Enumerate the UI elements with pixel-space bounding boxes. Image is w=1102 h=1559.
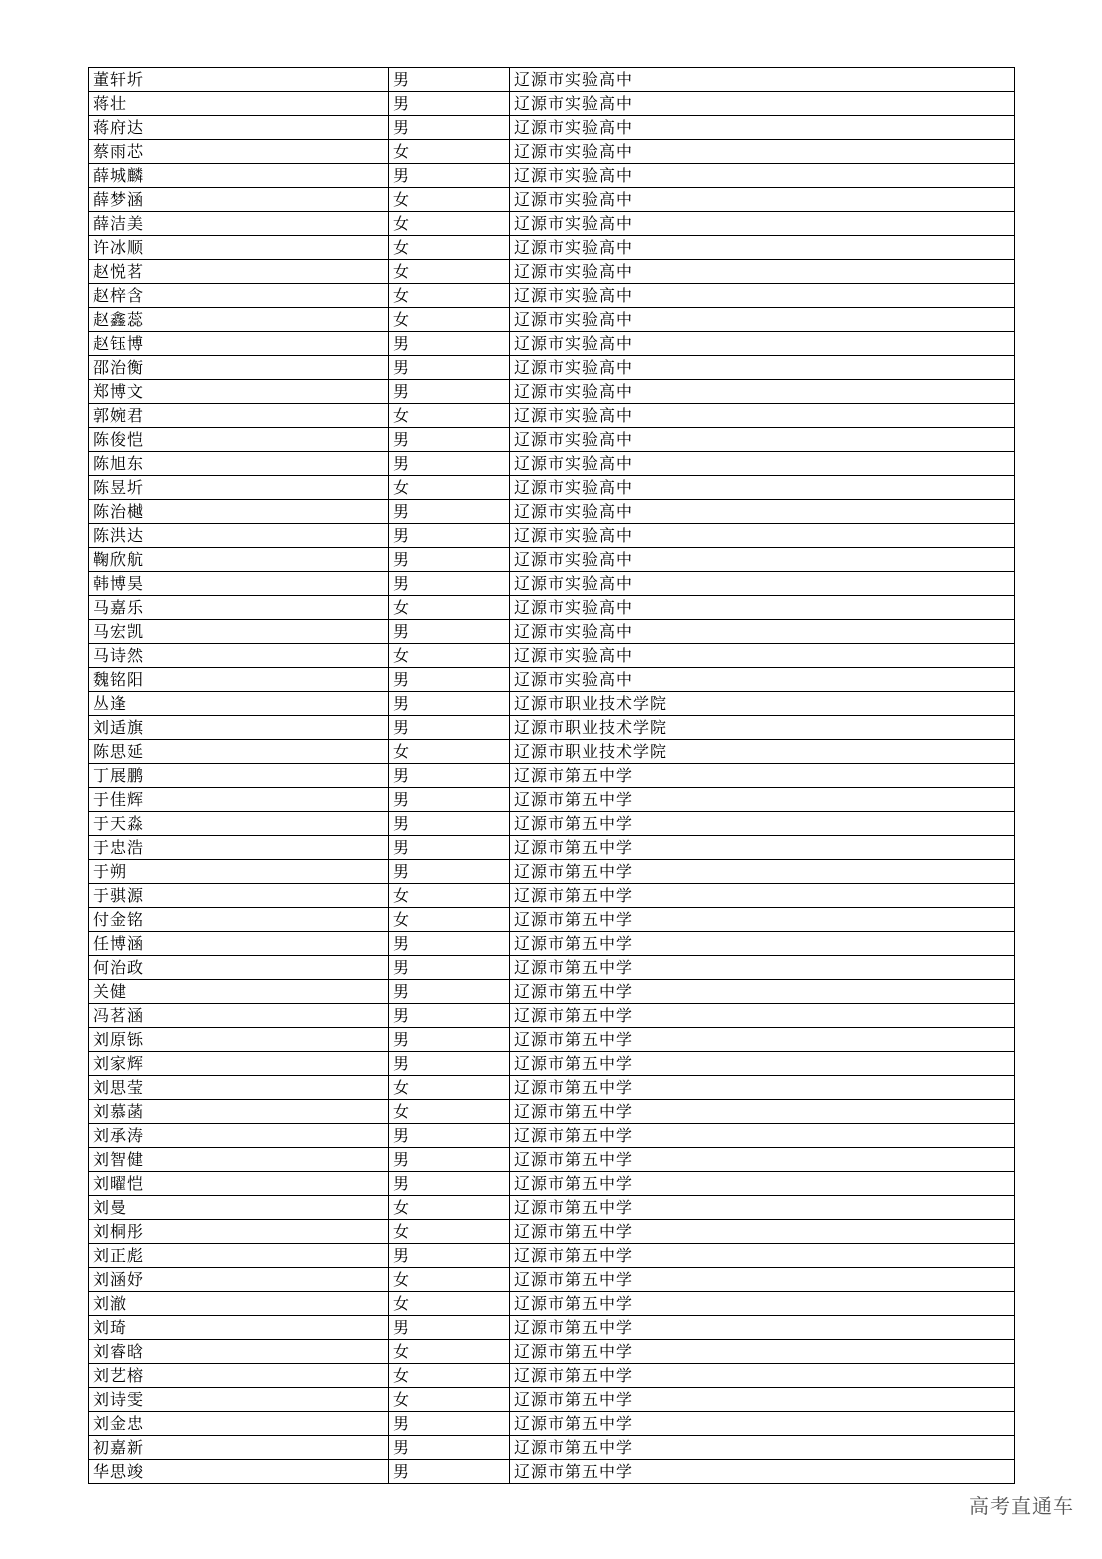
student-gender-cell: 男 — [389, 668, 510, 692]
table-row — [89, 1196, 1015, 1220]
student-gender-cell: 男 — [389, 956, 510, 980]
student-gender-cell: 女 — [389, 1292, 510, 1316]
table-row — [89, 644, 1015, 668]
student-name-cell: 刘智健 — [89, 1148, 389, 1172]
student-gender-cell: 女 — [389, 1388, 510, 1412]
student-school-cell: 辽源市第五中学 — [510, 1196, 1015, 1220]
student-name-cell: 赵悦茗 — [89, 260, 389, 284]
student-gender-cell: 男 — [389, 1124, 510, 1148]
student-school-cell: 辽源市第五中学 — [510, 1292, 1015, 1316]
student-gender-cell: 男 — [389, 1316, 510, 1340]
table-row — [89, 284, 1015, 308]
table-row — [89, 116, 1015, 140]
student-name-cell: 刘承涛 — [89, 1124, 389, 1148]
student-school-cell: 辽源市第五中学 — [510, 1076, 1015, 1100]
student-roster-table — [88, 67, 1015, 1484]
student-school-cell: 辽源市实验高中 — [510, 92, 1015, 116]
student-school-cell: 辽源市实验高中 — [510, 68, 1015, 92]
student-name-cell: 蒋壮 — [89, 92, 389, 116]
table-row — [89, 1100, 1015, 1124]
student-name-cell: 马诗然 — [89, 644, 389, 668]
table-row — [89, 1268, 1015, 1292]
student-gender-cell: 男 — [389, 1412, 510, 1436]
student-school-cell: 辽源市实验高中 — [510, 332, 1015, 356]
student-school-cell: 辽源市实验高中 — [510, 260, 1015, 284]
student-school-cell: 辽源市第五中学 — [510, 836, 1015, 860]
student-gender-cell: 男 — [389, 836, 510, 860]
table-row — [89, 308, 1015, 332]
table-row — [89, 692, 1015, 716]
student-school-cell: 辽源市第五中学 — [510, 1388, 1015, 1412]
table-row — [89, 1340, 1015, 1364]
student-school-cell: 辽源市第五中学 — [510, 1100, 1015, 1124]
student-school-cell: 辽源市第五中学 — [510, 1052, 1015, 1076]
table-row — [89, 236, 1015, 260]
student-gender-cell: 男 — [389, 452, 510, 476]
student-gender-cell: 男 — [389, 716, 510, 740]
table-row — [89, 932, 1015, 956]
student-name-cell: 赵钰博 — [89, 332, 389, 356]
student-gender-cell: 女 — [389, 212, 510, 236]
student-name-cell: 任博涵 — [89, 932, 389, 956]
student-school-cell: 辽源市第五中学 — [510, 1220, 1015, 1244]
student-gender-cell: 男 — [389, 620, 510, 644]
student-name-cell: 郭婉君 — [89, 404, 389, 428]
student-gender-cell: 男 — [389, 932, 510, 956]
student-school-cell: 辽源市实验高中 — [510, 116, 1015, 140]
student-school-cell: 辽源市实验高中 — [510, 212, 1015, 236]
student-name-cell: 赵鑫蕊 — [89, 308, 389, 332]
student-school-cell: 辽源市第五中学 — [510, 1124, 1015, 1148]
student-name-cell: 关健 — [89, 980, 389, 1004]
student-gender-cell: 女 — [389, 1220, 510, 1244]
table-row — [89, 164, 1015, 188]
student-gender-cell: 男 — [389, 1244, 510, 1268]
student-gender-cell: 男 — [389, 524, 510, 548]
student-gender-cell: 男 — [389, 68, 510, 92]
student-gender-cell: 男 — [389, 500, 510, 524]
student-gender-cell: 女 — [389, 884, 510, 908]
table-row — [89, 356, 1015, 380]
roster-body — [89, 68, 1015, 1484]
student-gender-cell: 男 — [389, 1004, 510, 1028]
student-school-cell: 辽源市实验高中 — [510, 572, 1015, 596]
student-name-cell: 韩博昊 — [89, 572, 389, 596]
student-school-cell: 辽源市第五中学 — [510, 884, 1015, 908]
student-gender-cell: 男 — [389, 356, 510, 380]
student-name-cell: 蔡雨芯 — [89, 140, 389, 164]
student-name-cell: 于忠浩 — [89, 836, 389, 860]
student-name-cell: 刘原铄 — [89, 1028, 389, 1052]
student-name-cell: 刘正彪 — [89, 1244, 389, 1268]
student-school-cell: 辽源市实验高中 — [510, 668, 1015, 692]
student-school-cell: 辽源市实验高中 — [510, 188, 1015, 212]
student-name-cell: 初嘉新 — [89, 1436, 389, 1460]
table-row — [89, 92, 1015, 116]
student-school-cell: 辽源市第五中学 — [510, 764, 1015, 788]
table-row — [89, 572, 1015, 596]
student-gender-cell: 女 — [389, 596, 510, 620]
student-name-cell: 刘睿晗 — [89, 1340, 389, 1364]
student-gender-cell: 女 — [389, 404, 510, 428]
student-school-cell: 辽源市职业技术学院 — [510, 740, 1015, 764]
student-school-cell: 辽源市第五中学 — [510, 1340, 1015, 1364]
student-gender-cell: 女 — [389, 260, 510, 284]
student-school-cell: 辽源市实验高中 — [510, 308, 1015, 332]
table-row — [89, 908, 1015, 932]
table-row — [89, 1028, 1015, 1052]
student-gender-cell: 女 — [389, 1340, 510, 1364]
student-gender-cell: 女 — [389, 188, 510, 212]
table-row — [89, 884, 1015, 908]
student-name-cell: 付金铭 — [89, 908, 389, 932]
table-row — [89, 620, 1015, 644]
student-school-cell: 辽源市实验高中 — [510, 140, 1015, 164]
table-row — [89, 548, 1015, 572]
table-row — [89, 836, 1015, 860]
student-name-cell: 董轩圻 — [89, 68, 389, 92]
student-name-cell: 刘诗雯 — [89, 1388, 389, 1412]
roster-sheet — [88, 67, 1014, 1484]
student-name-cell: 陈旭东 — [89, 452, 389, 476]
student-school-cell: 辽源市第五中学 — [510, 1244, 1015, 1268]
student-name-cell: 马嘉乐 — [89, 596, 389, 620]
table-row — [89, 452, 1015, 476]
student-name-cell: 马宏凯 — [89, 620, 389, 644]
student-gender-cell: 男 — [389, 1148, 510, 1172]
table-row — [89, 812, 1015, 836]
table-row — [89, 668, 1015, 692]
student-gender-cell: 男 — [389, 812, 510, 836]
student-gender-cell: 男 — [389, 1052, 510, 1076]
student-name-cell: 薛梦涵 — [89, 188, 389, 212]
student-school-cell: 辽源市第五中学 — [510, 1436, 1015, 1460]
table-row — [89, 1412, 1015, 1436]
table-row — [89, 380, 1015, 404]
table-row — [89, 860, 1015, 884]
student-name-cell: 于天淼 — [89, 812, 389, 836]
student-gender-cell: 男 — [389, 92, 510, 116]
student-gender-cell: 男 — [389, 860, 510, 884]
student-name-cell: 刘曼 — [89, 1196, 389, 1220]
table-row — [89, 188, 1015, 212]
student-school-cell: 辽源市实验高中 — [510, 164, 1015, 188]
student-name-cell: 丛逢 — [89, 692, 389, 716]
student-gender-cell: 女 — [389, 476, 510, 500]
student-school-cell: 辽源市第五中学 — [510, 1412, 1015, 1436]
student-gender-cell: 男 — [389, 980, 510, 1004]
student-gender-cell: 男 — [389, 1436, 510, 1460]
student-school-cell: 辽源市实验高中 — [510, 524, 1015, 548]
student-school-cell: 辽源市实验高中 — [510, 356, 1015, 380]
table-row — [89, 596, 1015, 620]
student-gender-cell: 女 — [389, 908, 510, 932]
student-name-cell: 于佳辉 — [89, 788, 389, 812]
student-name-cell: 华思竣 — [89, 1460, 389, 1484]
table-row — [89, 140, 1015, 164]
student-name-cell: 陈洪达 — [89, 524, 389, 548]
table-row — [89, 428, 1015, 452]
student-name-cell: 陈思延 — [89, 740, 389, 764]
student-school-cell: 辽源市实验高中 — [510, 500, 1015, 524]
student-gender-cell: 女 — [389, 1100, 510, 1124]
student-school-cell: 辽源市第五中学 — [510, 1172, 1015, 1196]
student-gender-cell: 女 — [389, 1364, 510, 1388]
student-name-cell: 陈俊恺 — [89, 428, 389, 452]
table-row — [89, 1292, 1015, 1316]
student-school-cell: 辽源市实验高中 — [510, 620, 1015, 644]
student-school-cell: 辽源市第五中学 — [510, 1028, 1015, 1052]
student-gender-cell: 男 — [389, 1028, 510, 1052]
table-row — [89, 260, 1015, 284]
student-name-cell: 鞠欣航 — [89, 548, 389, 572]
student-gender-cell: 男 — [389, 1172, 510, 1196]
student-name-cell: 于骐源 — [89, 884, 389, 908]
student-school-cell: 辽源市实验高中 — [510, 404, 1015, 428]
table-row — [89, 1364, 1015, 1388]
student-school-cell: 辽源市第五中学 — [510, 908, 1015, 932]
table-row — [89, 1004, 1015, 1028]
table-row — [89, 1148, 1015, 1172]
student-school-cell: 辽源市实验高中 — [510, 548, 1015, 572]
student-school-cell: 辽源市实验高中 — [510, 452, 1015, 476]
table-row — [89, 1316, 1015, 1340]
student-school-cell: 辽源市第五中学 — [510, 1364, 1015, 1388]
student-gender-cell: 男 — [389, 428, 510, 452]
table-row — [89, 1388, 1015, 1412]
student-gender-cell: 男 — [389, 380, 510, 404]
watermark-text: 高考直通车 — [969, 1494, 1074, 1518]
student-name-cell: 刘涵妤 — [89, 1268, 389, 1292]
student-name-cell: 刘思莹 — [89, 1076, 389, 1100]
student-school-cell: 辽源市第五中学 — [510, 812, 1015, 836]
student-gender-cell: 女 — [389, 284, 510, 308]
student-name-cell: 冯茗涵 — [89, 1004, 389, 1028]
student-name-cell: 邵治衡 — [89, 356, 389, 380]
student-school-cell: 辽源市第五中学 — [510, 932, 1015, 956]
student-school-cell: 辽源市实验高中 — [510, 644, 1015, 668]
table-row — [89, 1076, 1015, 1100]
student-name-cell: 陈治樾 — [89, 500, 389, 524]
student-name-cell: 陈昱圻 — [89, 476, 389, 500]
table-row — [89, 1220, 1015, 1244]
table-row — [89, 68, 1015, 92]
student-name-cell: 刘适旗 — [89, 716, 389, 740]
student-school-cell: 辽源市第五中学 — [510, 1268, 1015, 1292]
student-gender-cell: 女 — [389, 1196, 510, 1220]
student-gender-cell: 女 — [389, 740, 510, 764]
student-gender-cell: 男 — [389, 572, 510, 596]
table-row — [89, 1244, 1015, 1268]
student-gender-cell: 女 — [389, 140, 510, 164]
student-school-cell: 辽源市第五中学 — [510, 980, 1015, 1004]
student-name-cell: 魏铭阳 — [89, 668, 389, 692]
student-name-cell: 于朔 — [89, 860, 389, 884]
table-row — [89, 980, 1015, 1004]
table-row — [89, 476, 1015, 500]
student-gender-cell: 女 — [389, 1268, 510, 1292]
table-row — [89, 740, 1015, 764]
student-gender-cell: 男 — [389, 332, 510, 356]
table-row — [89, 764, 1015, 788]
student-gender-cell: 女 — [389, 644, 510, 668]
student-name-cell: 刘金忠 — [89, 1412, 389, 1436]
student-school-cell: 辽源市实验高中 — [510, 596, 1015, 620]
student-gender-cell: 女 — [389, 1076, 510, 1100]
table-row — [89, 788, 1015, 812]
student-school-cell: 辽源市职业技术学院 — [510, 716, 1015, 740]
student-name-cell: 许冰顺 — [89, 236, 389, 260]
student-gender-cell: 男 — [389, 788, 510, 812]
student-school-cell: 辽源市第五中学 — [510, 1004, 1015, 1028]
student-name-cell: 薛城麟 — [89, 164, 389, 188]
student-school-cell: 辽源市职业技术学院 — [510, 692, 1015, 716]
student-name-cell: 刘曜恺 — [89, 1172, 389, 1196]
student-school-cell: 辽源市第五中学 — [510, 1460, 1015, 1484]
student-school-cell: 辽源市第五中学 — [510, 1316, 1015, 1340]
table-row — [89, 332, 1015, 356]
student-name-cell: 何治政 — [89, 956, 389, 980]
table-row — [89, 1172, 1015, 1196]
table-row — [89, 1124, 1015, 1148]
student-gender-cell: 男 — [389, 116, 510, 140]
student-name-cell: 刘慕菡 — [89, 1100, 389, 1124]
table-row — [89, 524, 1015, 548]
student-school-cell: 辽源市第五中学 — [510, 860, 1015, 884]
student-name-cell: 刘桐彤 — [89, 1220, 389, 1244]
table-row — [89, 500, 1015, 524]
table-row — [89, 1436, 1015, 1460]
student-name-cell: 薛洁美 — [89, 212, 389, 236]
student-name-cell: 丁展鹏 — [89, 764, 389, 788]
student-school-cell: 辽源市第五中学 — [510, 1148, 1015, 1172]
student-school-cell: 辽源市实验高中 — [510, 428, 1015, 452]
student-name-cell: 赵梓含 — [89, 284, 389, 308]
student-name-cell: 刘艺榕 — [89, 1364, 389, 1388]
student-name-cell: 刘澈 — [89, 1292, 389, 1316]
table-row — [89, 212, 1015, 236]
table-row — [89, 956, 1015, 980]
student-gender-cell: 男 — [389, 1460, 510, 1484]
student-school-cell: 辽源市第五中学 — [510, 956, 1015, 980]
student-school-cell: 辽源市实验高中 — [510, 380, 1015, 404]
table-row — [89, 1052, 1015, 1076]
student-school-cell: 辽源市实验高中 — [510, 236, 1015, 260]
student-gender-cell: 女 — [389, 236, 510, 260]
student-name-cell: 刘琦 — [89, 1316, 389, 1340]
table-row — [89, 716, 1015, 740]
student-school-cell: 辽源市实验高中 — [510, 476, 1015, 500]
student-name-cell: 刘家辉 — [89, 1052, 389, 1076]
student-gender-cell: 男 — [389, 164, 510, 188]
student-gender-cell: 男 — [389, 692, 510, 716]
student-school-cell: 辽源市实验高中 — [510, 284, 1015, 308]
student-gender-cell: 男 — [389, 548, 510, 572]
student-school-cell: 辽源市第五中学 — [510, 788, 1015, 812]
table-row — [89, 1460, 1015, 1484]
student-gender-cell: 女 — [389, 308, 510, 332]
student-name-cell: 蒋府达 — [89, 116, 389, 140]
table-row — [89, 404, 1015, 428]
student-name-cell: 郑博文 — [89, 380, 389, 404]
student-gender-cell: 男 — [389, 764, 510, 788]
